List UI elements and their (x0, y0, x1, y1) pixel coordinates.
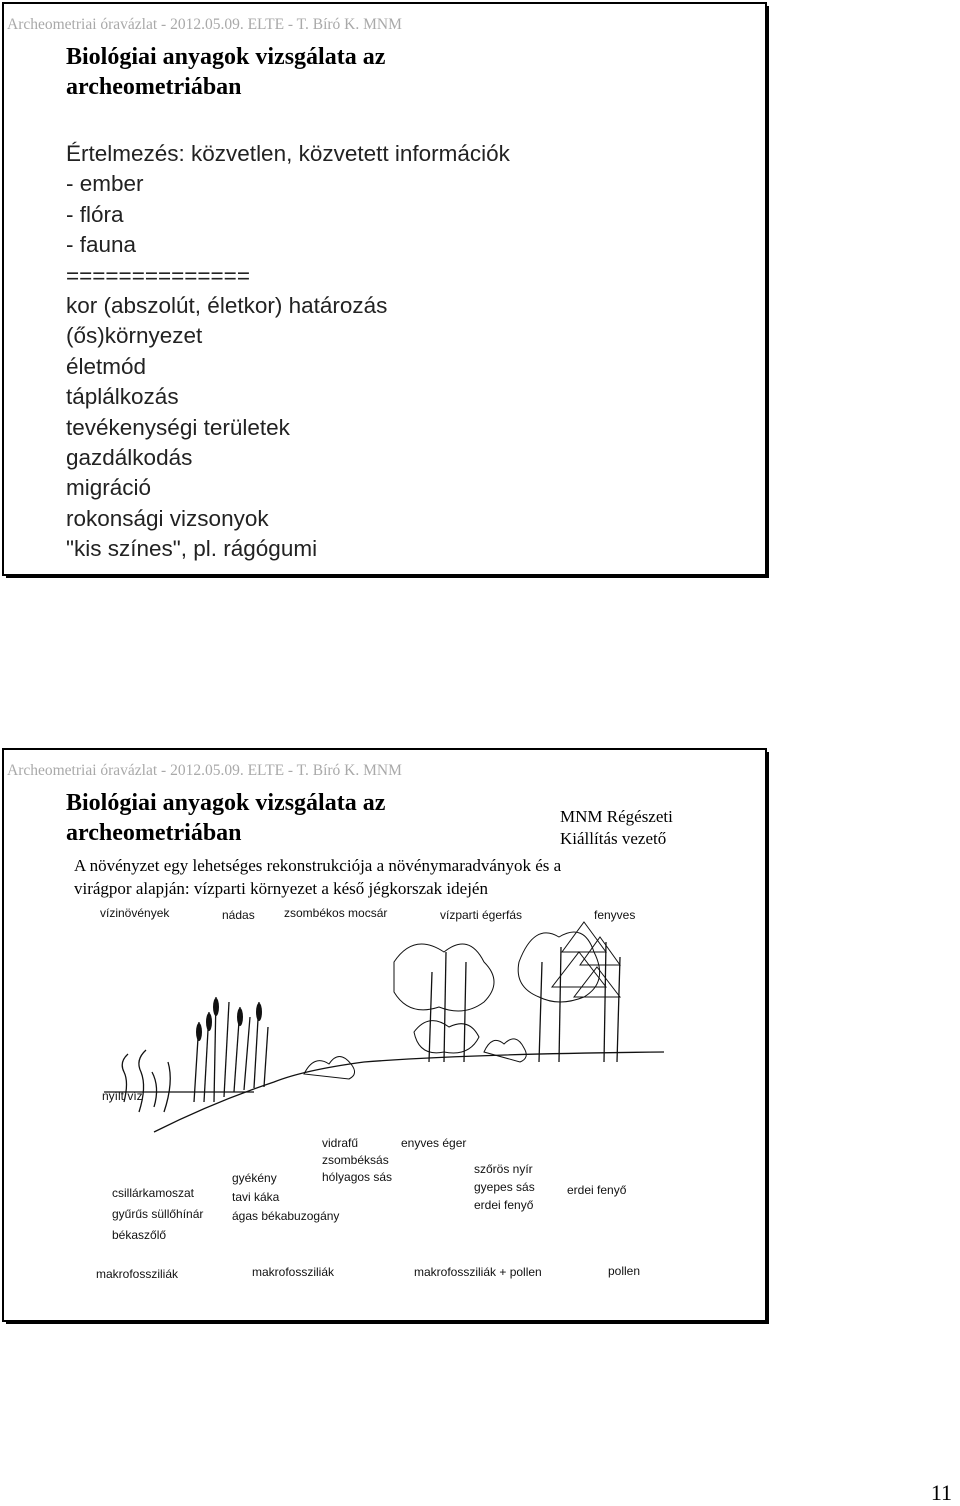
body-line: tevékenységi területek (66, 414, 290, 440)
species-list (112, 1183, 203, 1246)
slide-title (66, 42, 385, 102)
body-line: "kis színes", pl. rágógumi (66, 536, 318, 562)
body-line: gazdálkodás (66, 445, 193, 471)
species-name: erdei fenyő (474, 1198, 534, 1212)
body-line: kor (abszolút, életkor) határozás (66, 293, 388, 319)
species-list (401, 1135, 466, 1151)
title-line: Biológiai anyagok vizsgálata az (66, 790, 386, 816)
figure-caption (74, 854, 561, 900)
body-line: - ember (66, 171, 144, 197)
species-name: vidrafű (322, 1136, 359, 1150)
zone-label: nádas (222, 908, 255, 922)
zone-label: zsombékos mocsár (284, 906, 388, 920)
evidence-label: makrofossziliák + pollen (414, 1265, 542, 1279)
source-note (560, 806, 673, 850)
zone-label: vízinövények (100, 906, 170, 920)
evidence-label: pollen (608, 1264, 641, 1278)
slide-1 (2, 2, 767, 576)
evidence-label: makrofossziliák (252, 1265, 335, 1279)
source-line: Kiállítás vezető (560, 829, 667, 848)
species-name: enyves éger (401, 1136, 467, 1150)
species-name: tavi káka (232, 1190, 280, 1204)
body-line: (ős)környezet (66, 323, 203, 349)
body-line: rokonsági vizsonyok (66, 505, 269, 531)
species-name: zsombéksás (322, 1153, 389, 1167)
species-list (474, 1160, 535, 1214)
body-line: ============== (66, 262, 250, 288)
title-line: Biológiai anyagok vizsgálata az (66, 44, 386, 70)
open-water-label: nyílt víz (102, 1089, 143, 1103)
zone-label: fenyves (594, 908, 636, 922)
species-name: gyékény (232, 1171, 277, 1185)
body-line: táplálkozás (66, 384, 179, 410)
page-number: 11 (930, 1480, 952, 1505)
species-name: szőrös nyír (474, 1162, 533, 1176)
evidence-label: makrofossziliák (96, 1267, 179, 1281)
species-name: gyűrűs süllőhínár (112, 1207, 204, 1221)
slide-body (66, 139, 510, 565)
caption-line: A növényzet egy lehetséges rekonstrukciója a növénymaradványok és a (74, 856, 562, 875)
zone-label: vízparti égerfás (440, 908, 523, 922)
body-line: Értelmezés: közvetlen, közvetett információk (66, 141, 510, 166)
species-name: ágas békabuzogány (232, 1209, 340, 1223)
title-line: archeometriában (66, 74, 242, 100)
vegetation-reconstruction-figure (64, 902, 704, 1302)
slide-header: Archeometriai óravázlat - 2012.05.09. ELTE - T. Bíró K. MNM (7, 750, 762, 780)
species-list (567, 1182, 626, 1198)
species-name: csillárkamoszat (112, 1186, 195, 1200)
body-line: migráció (66, 475, 152, 501)
body-line: - flóra (66, 201, 124, 227)
species-name: békaszőlő (112, 1228, 167, 1242)
slide-header: Archeometriai óravázlat - 2012.05.09. ELTE - T. Bíró K. MNM (7, 4, 762, 34)
title-line: archeometriában (66, 820, 242, 846)
species-name: erdei fenyő (567, 1183, 627, 1197)
caption-line: virágpor alapján: vízparti környezet a késő jégkorszak idején (74, 879, 488, 898)
slide-title (66, 788, 385, 848)
body-line: - fauna (66, 232, 137, 258)
body-line: életmód (66, 353, 147, 379)
species-name: gyepes sás (474, 1180, 535, 1194)
source-line: MNM Régészeti (560, 807, 673, 826)
species-list (322, 1135, 392, 1186)
species-name: hólyagos sás (322, 1170, 393, 1184)
slide-2 (2, 748, 767, 1322)
